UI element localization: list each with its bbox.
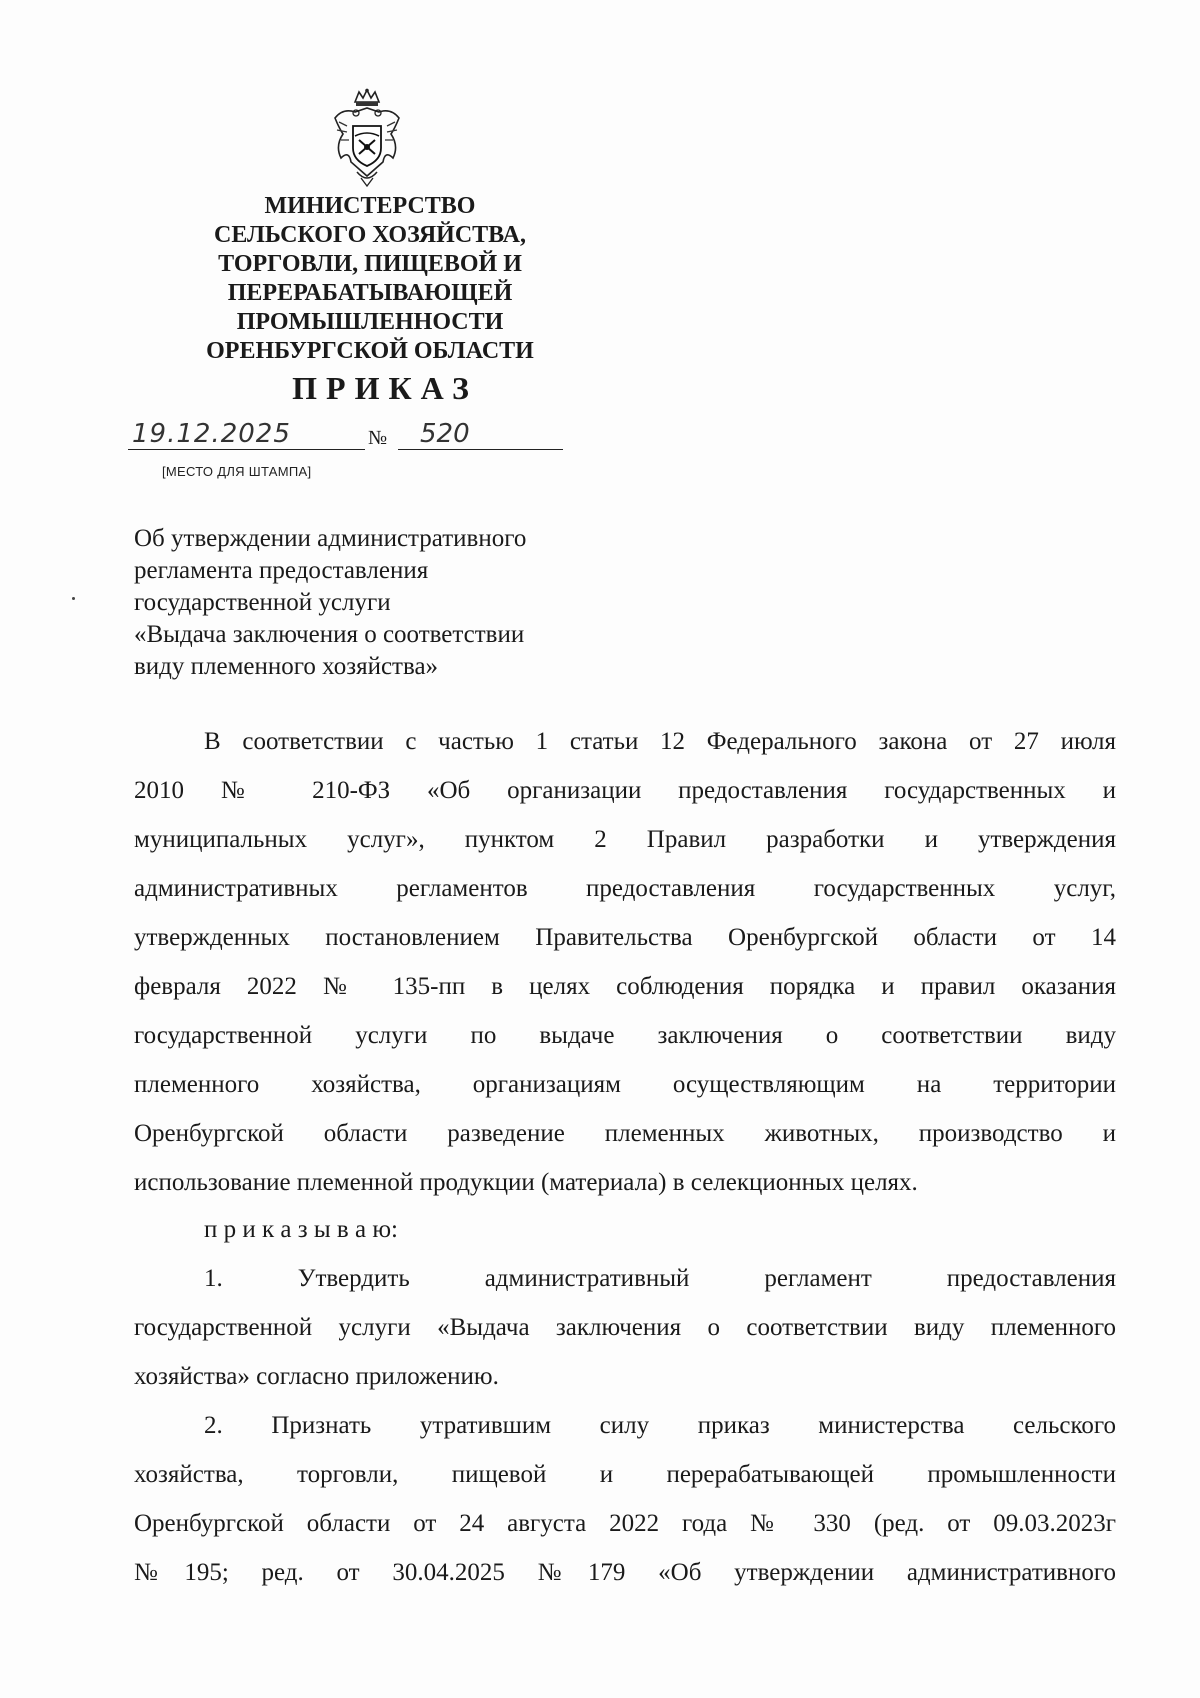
subject-line: Об утверждении административного xyxy=(134,525,527,552)
preamble-line: В соответствии с частью 1 статьи 12 Федерального закона от 27 июля xyxy=(204,728,1116,755)
item1-line: хозяйства» согласно приложению. xyxy=(134,1363,499,1390)
order-word: п р и к а з ы в а ю: xyxy=(204,1216,398,1243)
subject-line: «Выдача заключения о соответствии xyxy=(134,621,525,648)
preamble-line: февраля 2022 № 135-пп в целях соблюдения порядка и правил оказания xyxy=(134,973,1116,1000)
subject-line: государственной услуги xyxy=(134,589,391,616)
ministry-name xyxy=(180,192,560,366)
preamble-line: муниципальных услуг», пунктом 2 Правил разработки и утверждения xyxy=(134,826,1116,853)
ministry-line: ТОРГОВЛИ, ПИЩЕВОЙ И xyxy=(218,251,522,277)
preamble-line: административных регламентов предоставления государственных услуг, xyxy=(134,875,1116,902)
ministry-line: СЕЛЬСКОГО ХОЗЯЙСТВА, xyxy=(213,222,527,248)
order-word-block xyxy=(134,1205,1116,1254)
coat-of-arms-icon xyxy=(325,88,409,188)
item2-line: Оренбургской области от 24 августа 2022 года № 330 (ред. от 09.03.2023г xyxy=(134,1510,1116,1537)
ministry-line: ОРЕНБУРГСКОЙ ОБЛАСТИ xyxy=(206,338,534,364)
item2-line: 2. Признать утратившим силу приказ министерства сельского xyxy=(204,1412,1116,1439)
order-item-2 xyxy=(134,1401,1116,1597)
subject-line: виду племенного хозяйства» xyxy=(134,653,439,680)
order-item-1 xyxy=(134,1254,1116,1401)
preamble-line: 2010 № 210-ФЗ «Об организации предоставления государственных и xyxy=(134,777,1116,804)
scan-speck xyxy=(72,597,75,600)
stamp-placeholder: [МЕСТО ДЛЯ ШТАМПА] xyxy=(162,464,312,479)
preamble-line: использование племенной продукции (материала) в селекционных целях. xyxy=(134,1169,918,1196)
item2-line: хозяйства, торговли, пищевой и перерабатывающей промышленности xyxy=(134,1461,1116,1488)
ministry-line: МИНИСТЕРСТВО xyxy=(264,193,476,219)
subject-line: регламента предоставления xyxy=(134,557,429,584)
document-type-title: ПРИКАЗ xyxy=(292,370,478,406)
preamble-paragraph xyxy=(134,717,1116,1207)
order-subject xyxy=(134,523,604,683)
item1-line: государственной услуги «Выдача заключения о соответствии виду племенного xyxy=(134,1314,1116,1341)
item2-line: №195; ред. от 30.04.2025 №179 «Об утверждении административного xyxy=(134,1559,1116,1586)
item1-line: 1. Утвердить административный регламент предоставления xyxy=(204,1265,1116,1292)
preamble-line: племенного хозяйства, организациям осуществляющим на территории xyxy=(134,1071,1116,1098)
preamble-line: государственной услуги по выдаче заключения о соответствии виду xyxy=(134,1022,1116,1049)
preamble-line: утвержденных постановлением Правительства Оренбургской области от 14 xyxy=(134,924,1116,951)
number-sign: № xyxy=(368,427,388,449)
ministry-line: ПЕРЕРАБАТЫВАЮЩЕЙ xyxy=(227,280,513,306)
order-date: 19.12.2025 xyxy=(128,419,365,450)
preamble-line: Оренбургской области разведение племенных животных, производство и xyxy=(134,1120,1116,1147)
ministry-line: ПРОМЫШЛЕННОСТИ xyxy=(236,309,504,335)
order-number: 520 xyxy=(398,419,563,450)
